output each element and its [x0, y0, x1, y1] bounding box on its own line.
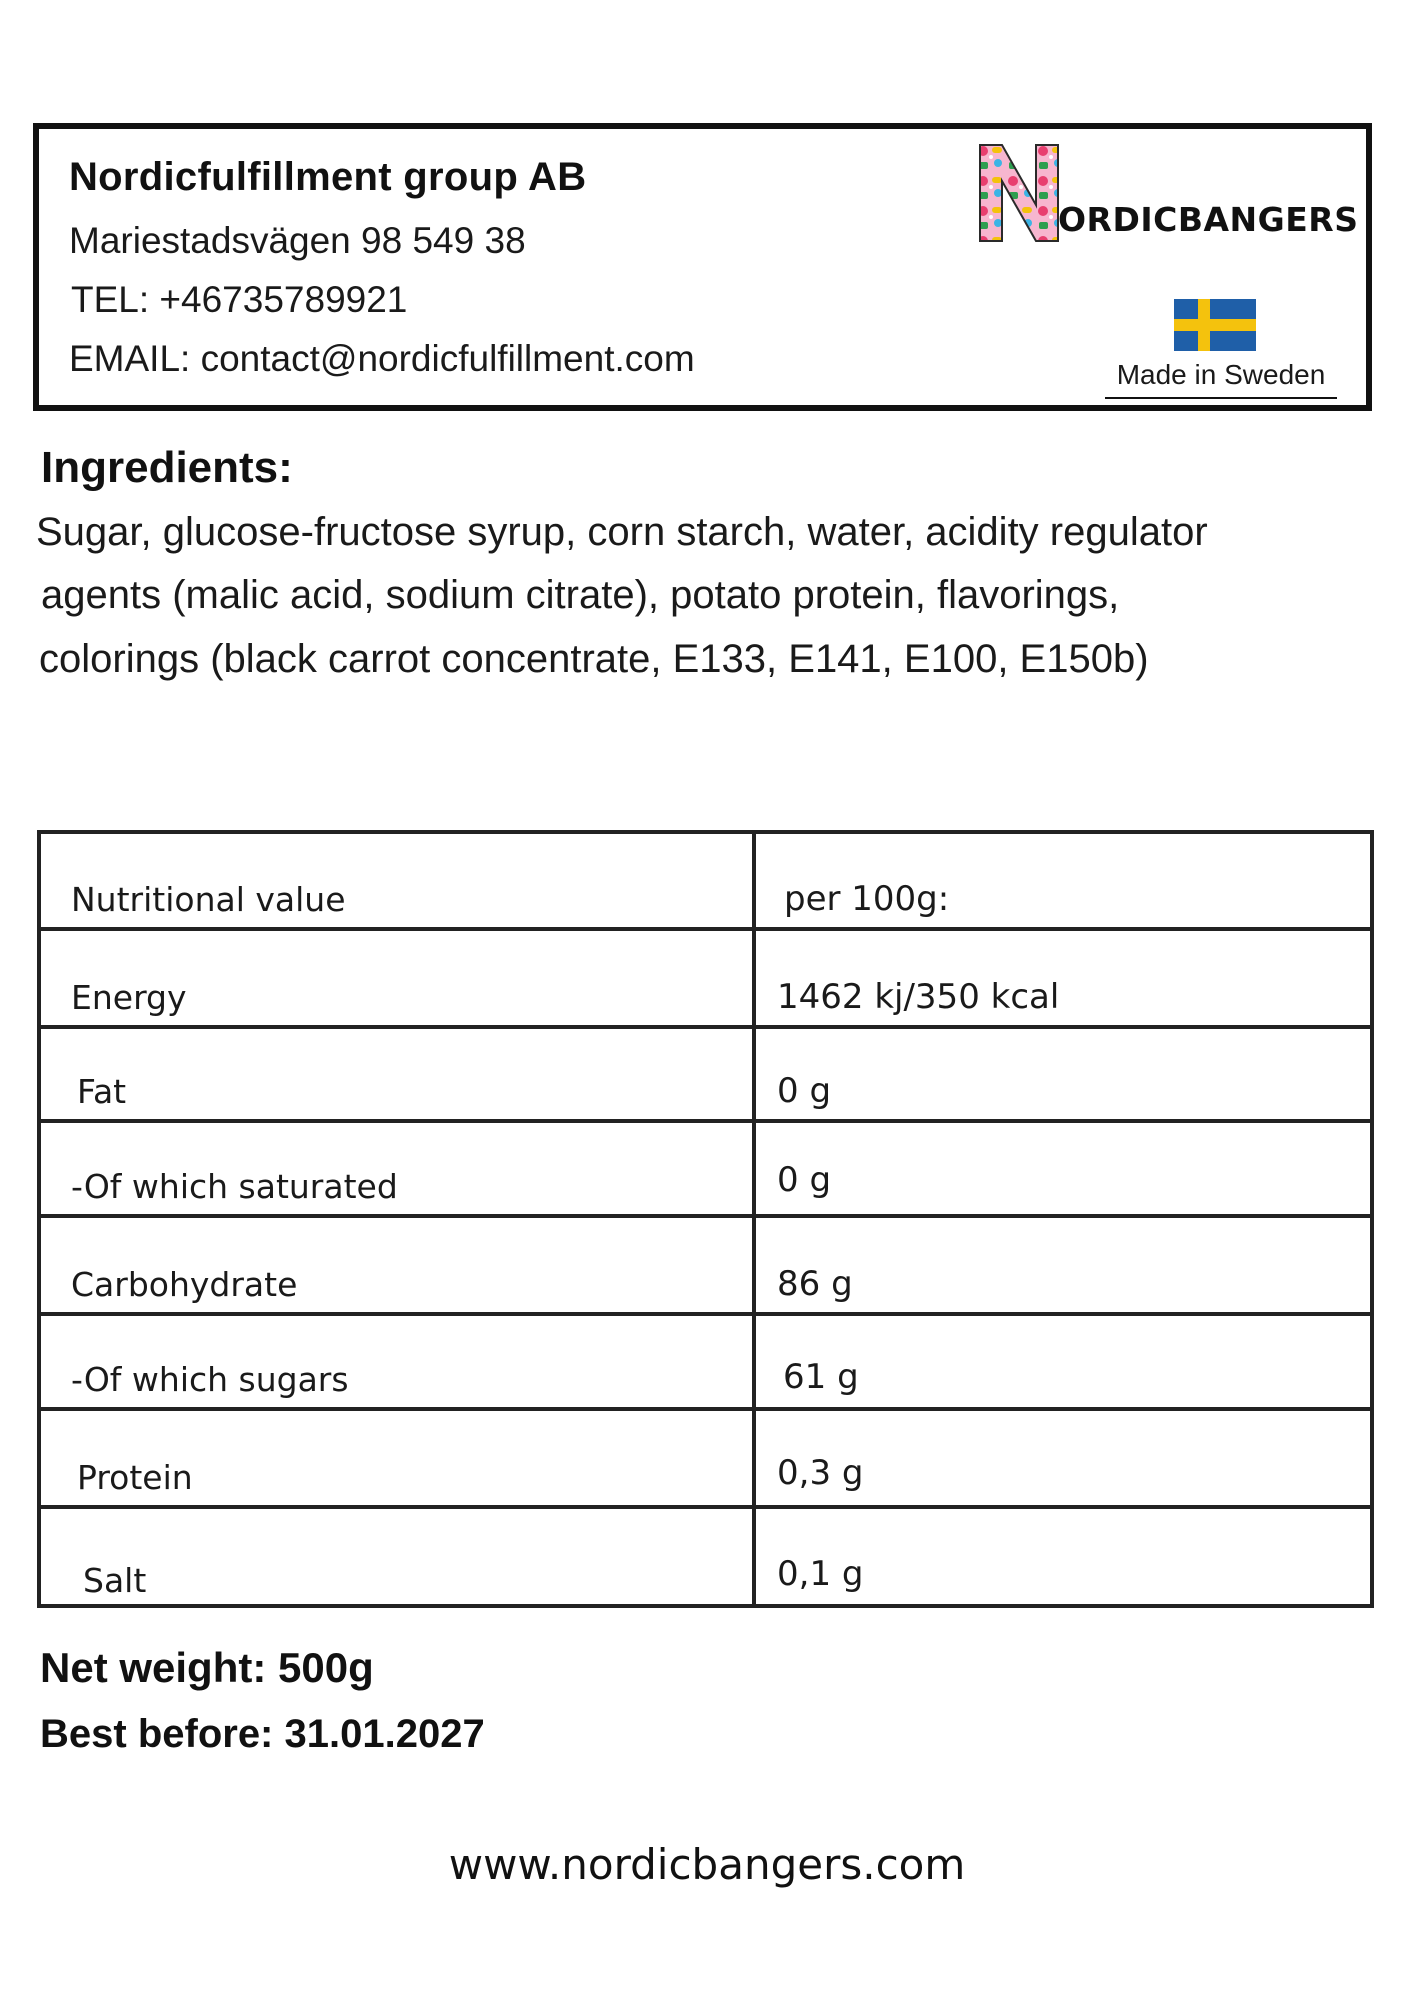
- nutrient-value: 1462 kj/350 kcal: [777, 977, 1060, 1017]
- table-row: [41, 1029, 1370, 1123]
- company-email: EMAIL: contact@nordicfulfillment.com: [69, 338, 695, 379]
- nutrient-label: Salt: [83, 1561, 147, 1600]
- table-row: [41, 931, 1370, 1029]
- nutrient-label: Protein: [77, 1458, 193, 1497]
- nutrient-label: Fat: [77, 1072, 127, 1111]
- candy-letter-n-icon: [976, 143, 1062, 243]
- website-url: www.nordicbangers.com: [448, 1840, 966, 1889]
- nutrient-value: 61 g: [783, 1357, 859, 1397]
- ingredients-text-line: Sugar, glucose-fructose syrup, corn starch, water, acidity regulator: [36, 510, 1208, 554]
- ingredients-text-line: colorings (black carrot concentrate, E133, E141, E100, E150b): [39, 637, 1149, 681]
- table-row: [41, 1218, 1370, 1316]
- column-header-nutritional-value: Nutritional value: [71, 880, 346, 919]
- table-row: [41, 1411, 1370, 1509]
- nutrient-value: 0,3 g: [777, 1453, 864, 1493]
- company-phone: TEL: +46735789921: [71, 279, 408, 320]
- nutrient-label: -Of which sugars: [71, 1360, 349, 1399]
- company-header-box: [33, 123, 1372, 411]
- table-row-header: [41, 834, 1370, 931]
- net-weight: Net weight: 500g: [40, 1644, 374, 1691]
- company-name: Nordicfulfillment group AB: [69, 155, 587, 199]
- table-row: [41, 1123, 1370, 1218]
- column-header-per-100g: per 100g:: [784, 879, 950, 919]
- logo-wordmark: ORDICBANGERS: [1058, 200, 1359, 239]
- company-address: Mariestadsvägen 98 549 38: [69, 220, 526, 261]
- table-row: [41, 1316, 1370, 1411]
- nutrient-value: 86 g: [777, 1264, 853, 1304]
- table-row: [41, 1509, 1370, 1608]
- nordicbangers-logo: [976, 143, 1359, 253]
- nutrient-label: Energy: [71, 978, 187, 1017]
- made-in-label: Made in Sweden: [1105, 359, 1337, 399]
- nutrient-label: -Of which saturated: [71, 1167, 398, 1206]
- table-column-divider: [752, 834, 756, 1604]
- ingredients-text-line: agents (malic acid, sodium citrate), potato protein, flavorings,: [41, 573, 1120, 617]
- swedish-flag-icon: [1174, 299, 1256, 351]
- nutrient-value: 0,1 g: [777, 1554, 864, 1594]
- best-before-date: Best before: 31.01.2027: [40, 1712, 485, 1756]
- nutrient-value: 0 g: [777, 1160, 832, 1200]
- nutrient-value: 0 g: [777, 1071, 832, 1111]
- ingredients-heading: Ingredients:: [41, 443, 293, 492]
- nutrient-label: Carbohydrate: [71, 1265, 298, 1304]
- nutrition-table: [37, 830, 1374, 1608]
